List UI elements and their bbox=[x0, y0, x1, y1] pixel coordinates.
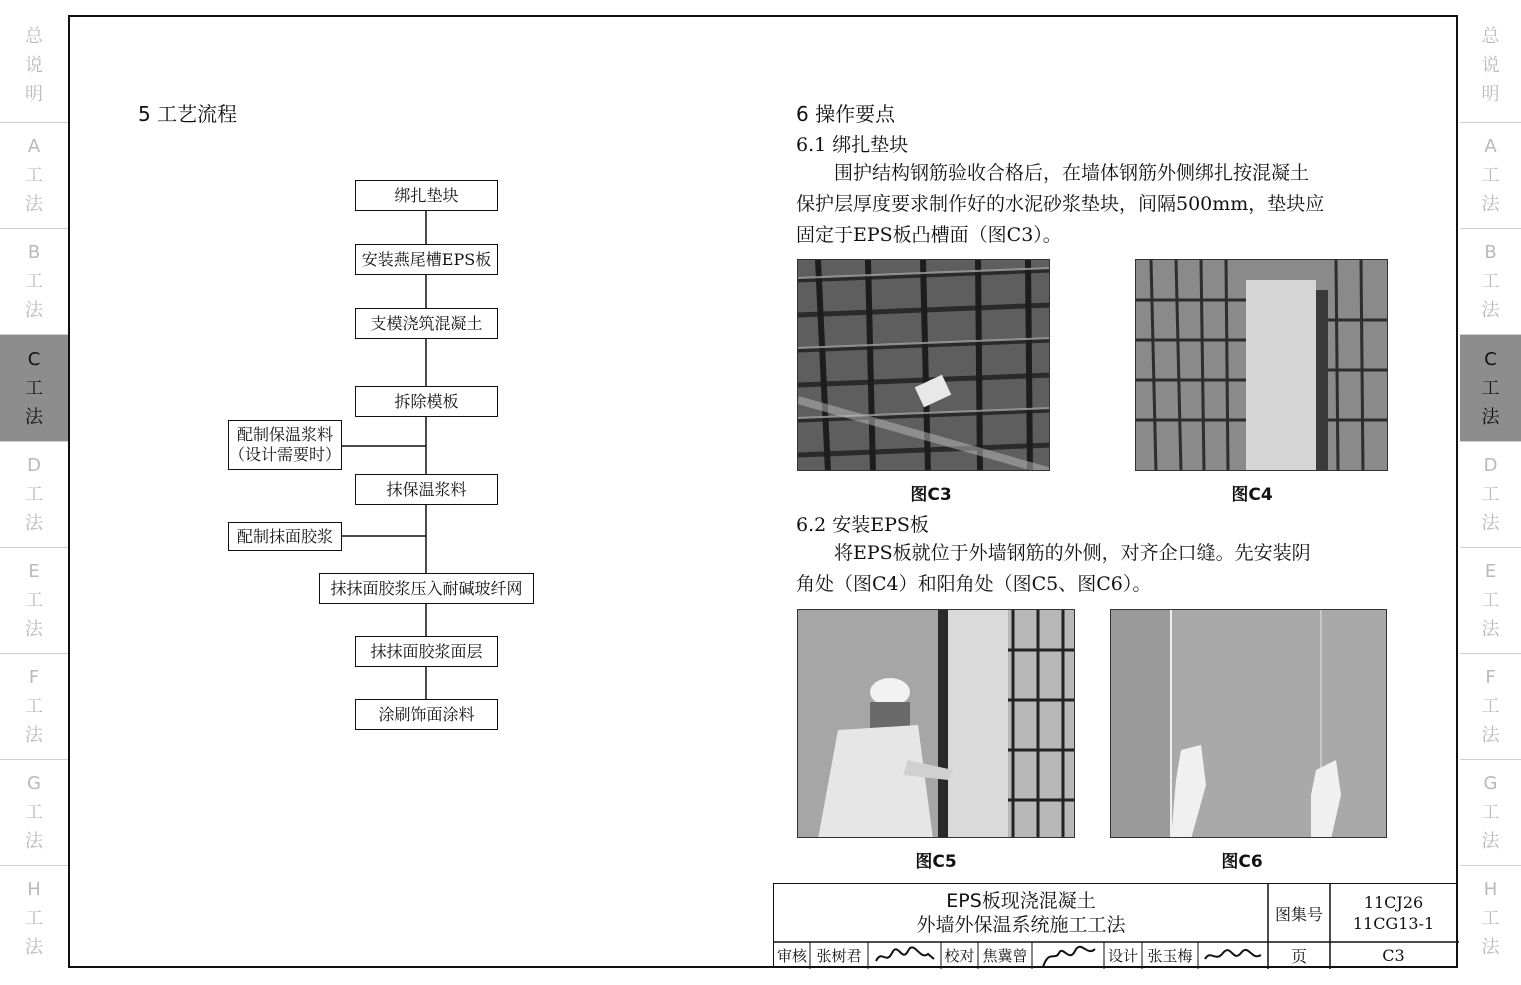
caption-c3: 图C3 bbox=[910, 485, 952, 505]
caption-c4: 图C4 bbox=[1231, 485, 1273, 505]
tab-line: F bbox=[28, 667, 40, 688]
tab-line: 法 bbox=[1481, 513, 1500, 534]
tab-line: 法 bbox=[1481, 194, 1500, 215]
photo-c6-image bbox=[1111, 610, 1387, 838]
tab-line: G bbox=[1483, 773, 1498, 794]
tab-line: 法 bbox=[25, 513, 43, 534]
text-line: 保护层厚度要求制作好的水泥砂浆垫块，间隔500mm，垫块应 bbox=[796, 193, 1325, 215]
flow-step: 抹抹面胶浆面层 bbox=[355, 636, 498, 667]
tab-line: E bbox=[1484, 561, 1497, 582]
tab-line: 工 bbox=[1481, 802, 1500, 823]
tab-line: C bbox=[27, 348, 41, 370]
tab-line: 工 bbox=[25, 696, 43, 717]
tab-line: D bbox=[1483, 455, 1498, 476]
design-label: 设计 bbox=[1107, 947, 1138, 965]
text-line: 固定于EPS板凸槽面（图C3）。 bbox=[796, 224, 1062, 246]
tab-line: 法 bbox=[25, 725, 43, 746]
tab-line: H bbox=[1483, 879, 1498, 900]
flow-step: 绑扎垫块 bbox=[355, 180, 498, 211]
tab-line: 工 bbox=[25, 165, 43, 186]
photo-c3 bbox=[797, 259, 1050, 471]
signature-image bbox=[872, 945, 938, 967]
atlas-number-line: 11CG13-1 bbox=[1352, 914, 1435, 933]
check-name: 焦冀曾 bbox=[982, 947, 1028, 965]
tab-line: 说 bbox=[1481, 54, 1500, 76]
flow-side-step-line: 配制保温浆料 bbox=[236, 425, 333, 444]
tab-line: D bbox=[27, 455, 41, 476]
tab-line: 总 bbox=[1481, 25, 1500, 47]
flow-side-step-line: （设计需要时） bbox=[229, 445, 342, 464]
text-line: 角处（图C4）和阳角处（图C5、图C6）。 bbox=[796, 573, 1152, 595]
tab-line: 法 bbox=[25, 831, 43, 852]
tab-line: 工 bbox=[1481, 377, 1500, 399]
tab-line: B bbox=[1484, 242, 1497, 263]
check-label: 校对 bbox=[944, 947, 975, 965]
tab-line: 工 bbox=[1481, 696, 1500, 717]
tab-line: F bbox=[1485, 667, 1496, 688]
text-line: 将EPS板就位于外墙钢筋的外侧，对齐企口缝。先安装阴 bbox=[796, 542, 1311, 564]
tab-line: E bbox=[28, 561, 40, 582]
review-label: 审核 bbox=[776, 947, 807, 965]
tab-line: 工 bbox=[25, 802, 43, 823]
drawing-title-line: EPS板现浇混凝土 bbox=[946, 890, 1096, 912]
flow-step: 涂刷饰面涂料 bbox=[355, 699, 498, 730]
tab-line: G bbox=[27, 773, 41, 794]
tab-line: C bbox=[1484, 348, 1497, 370]
flow-step: 抹保温浆料 bbox=[355, 474, 498, 505]
tab-line: 工 bbox=[1481, 165, 1500, 186]
review-name: 张树君 bbox=[816, 947, 862, 965]
tab-line: A bbox=[27, 136, 41, 157]
tab-line: 法 bbox=[1481, 406, 1500, 428]
tab-line: 总 bbox=[25, 25, 43, 47]
section5-title: 5 工艺流程 bbox=[138, 102, 238, 126]
tab-line: 法 bbox=[1481, 300, 1500, 321]
photo-c3-image bbox=[798, 260, 1050, 471]
tab-line: 法 bbox=[1481, 937, 1500, 958]
caption-c5: 图C5 bbox=[915, 852, 957, 872]
subsection-62-text bbox=[796, 538, 1311, 600]
design-name: 张玉梅 bbox=[1147, 947, 1193, 965]
flow-step: 抹抹面胶浆压入耐碱玻纤网 bbox=[319, 573, 534, 604]
flow-side-step: 配制抹面胶浆 bbox=[228, 522, 342, 551]
tab-line: 工 bbox=[1481, 271, 1500, 292]
tab-line: 法 bbox=[25, 619, 43, 640]
photo-c5-image bbox=[798, 610, 1075, 838]
subsection-61-text bbox=[796, 158, 1324, 251]
tab-line: 工 bbox=[1481, 484, 1500, 505]
signature-image bbox=[1201, 945, 1265, 967]
tab-line: 工 bbox=[25, 484, 43, 505]
signature-image bbox=[1035, 943, 1101, 969]
flow-step: 拆除模板 bbox=[355, 386, 498, 417]
tab-line: 明 bbox=[1481, 83, 1500, 105]
tab-line: 工 bbox=[1481, 590, 1500, 611]
caption-c6: 图C6 bbox=[1221, 852, 1263, 872]
tab-line: 工 bbox=[25, 908, 43, 929]
tab-line: 法 bbox=[25, 194, 43, 215]
review-signature bbox=[868, 942, 941, 969]
photo-c4-image bbox=[1136, 260, 1388, 471]
photo-c5 bbox=[797, 609, 1075, 838]
text-line: 围护结构钢筋验收合格后，在墙体钢筋外侧绑扎按混凝土 bbox=[796, 162, 1310, 184]
tab-line: H bbox=[27, 879, 41, 900]
tab-line: 法 bbox=[1481, 831, 1500, 852]
photo-c4 bbox=[1135, 259, 1388, 471]
tab-line: 法 bbox=[1481, 619, 1500, 640]
title-block bbox=[773, 883, 1458, 968]
flow-step: 支模浇筑混凝土 bbox=[355, 308, 498, 339]
check-signature bbox=[1032, 942, 1104, 969]
drawing-title-line: 外墙外保温系统施工工法 bbox=[916, 914, 1126, 936]
flow-side-step bbox=[228, 420, 342, 470]
flow-step: 安装燕尾槽EPS板 bbox=[355, 244, 498, 275]
tab-line: 工 bbox=[25, 590, 43, 611]
subsection-62-title: 6.2 安装EPS板 bbox=[796, 514, 929, 536]
subsection-61-title: 6.1 绑扎垫块 bbox=[796, 134, 909, 156]
atlas-number bbox=[1330, 886, 1457, 940]
tab-line: 工 bbox=[25, 377, 43, 399]
atlas-number-line: 11CJ26 bbox=[1363, 893, 1424, 912]
drawing-title bbox=[774, 886, 1268, 940]
atlas-label: 图集号 bbox=[1274, 904, 1323, 924]
tab-line: 明 bbox=[25, 83, 43, 105]
tab-line: A bbox=[1484, 136, 1497, 157]
design-signature bbox=[1198, 942, 1268, 969]
photo-c6 bbox=[1110, 609, 1387, 838]
tab-line: 法 bbox=[25, 406, 43, 428]
tab-line: B bbox=[27, 242, 41, 263]
tab-line: 工 bbox=[1481, 908, 1500, 929]
tab-line: 法 bbox=[25, 937, 43, 958]
page-number: C3 bbox=[1382, 946, 1405, 965]
tab-line: 法 bbox=[25, 300, 43, 321]
tab-line: 工 bbox=[25, 271, 43, 292]
tab-line: 说 bbox=[25, 54, 43, 76]
page-label: 页 bbox=[1290, 947, 1307, 966]
tab-line: 法 bbox=[1481, 725, 1500, 746]
section6-title: 6 操作要点 bbox=[796, 102, 896, 126]
